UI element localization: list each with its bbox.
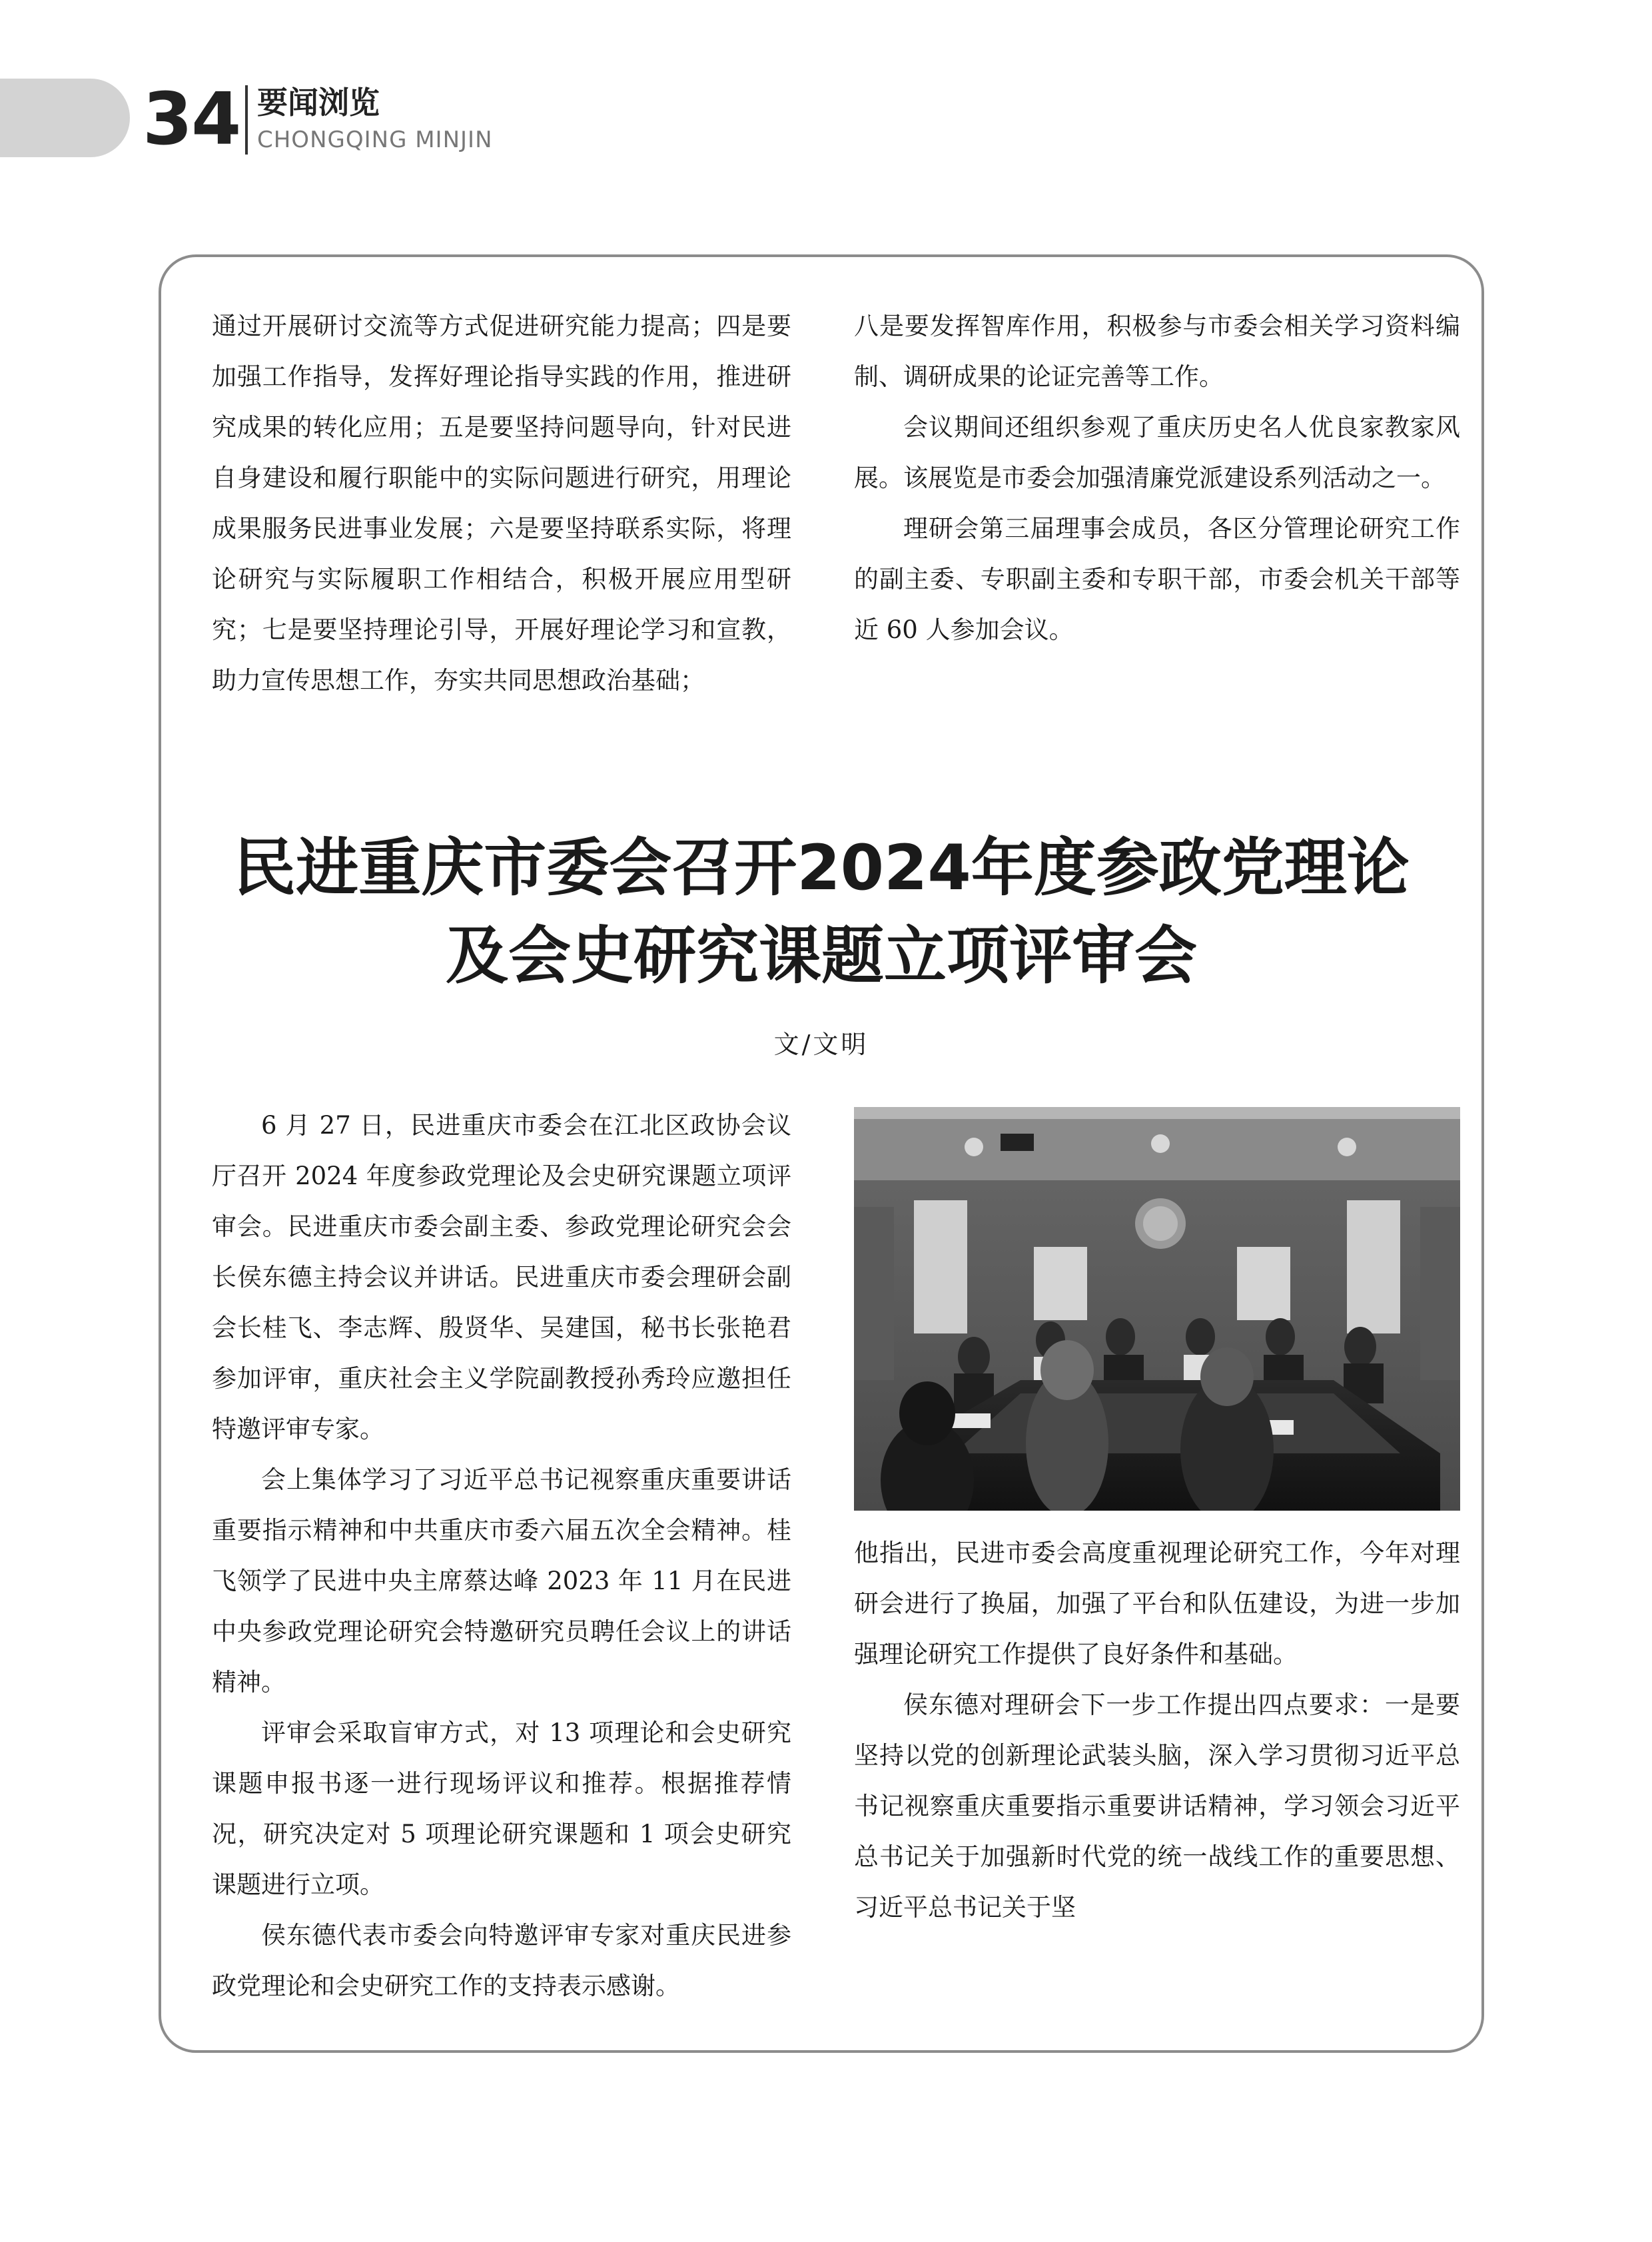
page-tab-marker — [0, 79, 130, 157]
article-title-line: 民进重庆市委会召开2024年度参政党理论 — [233, 832, 1410, 905]
continued-left-paragraph: 通过开展研讨交流等方式促进研究能力提高；四是要加强工作指导，发挥好理论指导实践的作用，推进研究成果的转化应用；五是要坚持问题导向，针对民进自身建设和履行职能中的实际问题进行研究，用理论成果服务民进事业发展；六是要坚持联系实际，将理论研究与实际履职工作相结合，积极开展应用型研究；七是要坚持理论引导，开展好理论学习和宣教，助力宣传思想工作，夯实共同思想政治基础； — [212, 312, 791, 695]
continued-left-column — [212, 301, 791, 706]
article-paragraph: 会上集体学习了习近平总书记视察重庆重要讲话重要指示精神和中共重庆市委六届五次全会精神。桂飞领学了民进中央主席蔡达峰 2023 年 11 月在民进中央参政党理论研究会特邀研究员聘任会议上的讲话精神。 — [212, 1465, 791, 1696]
meeting-photo-illustration — [854, 1107, 1460, 1511]
article-paragraph: 侯东德对理研会下一步工作提出四点要求：一是要坚持以党的创新理论武装头脑，深入学习贯彻习近平总书记视察重庆重要指示重要讲话精神，学习领会习近平总书记关于加强新时代党的统一战线工作的重要思想、习近平总书记关于坚 — [854, 1690, 1460, 1922]
article-paragraph: 6 月 27 日，民进重庆市委会在江北区政协会议厅召开 2024 年度参政党理论及会史研究课题立项评审会。民进重庆市委会副主委、参政党理论研究会会长侯东德主持会议并讲话。民进重庆市委会理研会副会长桂飞、李志辉、殷贤华、吴建国，秘书长张艳君参加评审，重庆社会主义学院副教授孙秀玲应邀担任特邀评审专家。 — [212, 1111, 791, 1443]
article-right-column — [854, 1528, 1460, 1933]
article-byline: 文/文明 — [773, 1030, 869, 1059]
continued-right-paragraph: 八是要发挥智库作用，积极参与市委会相关学习资料编制、调研成果的论证完善等工作。 — [854, 312, 1460, 391]
meeting-photo — [854, 1107, 1460, 1511]
continued-right-column — [854, 301, 1460, 655]
section-title: 要闻浏览 — [257, 85, 380, 121]
article-paragraph: 他指出，民进市委会高度重视理论研究工作，今年对理研会进行了换届，加强了平台和队伍建设，为进一步加强理论研究工作提供了良好条件和基础。 — [854, 1539, 1460, 1669]
article-paragraph: 评审会采取盲审方式，对 13 项理论和会史研究课题申报书逐一进行现场评议和推荐。根据推荐情况，研究决定对 5 项理论研究课题和 1 项会史研究课题进行立项。 — [212, 1718, 791, 1899]
continued-right-paragraph: 理研会第三届理事会成员，各区分管理论研究工作的副主委、专职副主委和专职干部，市委会机关干部等近 60 人参加会议。 — [854, 514, 1460, 644]
article-title-line: 及会史研究课题立项评审会 — [445, 920, 1197, 992]
continued-right-paragraph: 会议期间还组织参观了重庆历史名人优良家教家风展。该展览是市委会加强清廉党派建设系列活动之一。 — [854, 413, 1460, 492]
header-divider — [245, 85, 248, 155]
article-title — [159, 825, 1484, 1000]
page-number: 34 — [143, 78, 240, 161]
section-subtitle: CHONGQING MINJIN — [257, 127, 493, 153]
article-left-column — [212, 1100, 791, 2012]
article-paragraph: 侯东德代表市委会向特邀评审专家对重庆民进参政党理论和会史研究工作的支持表示感谢。 — [212, 1921, 791, 2000]
